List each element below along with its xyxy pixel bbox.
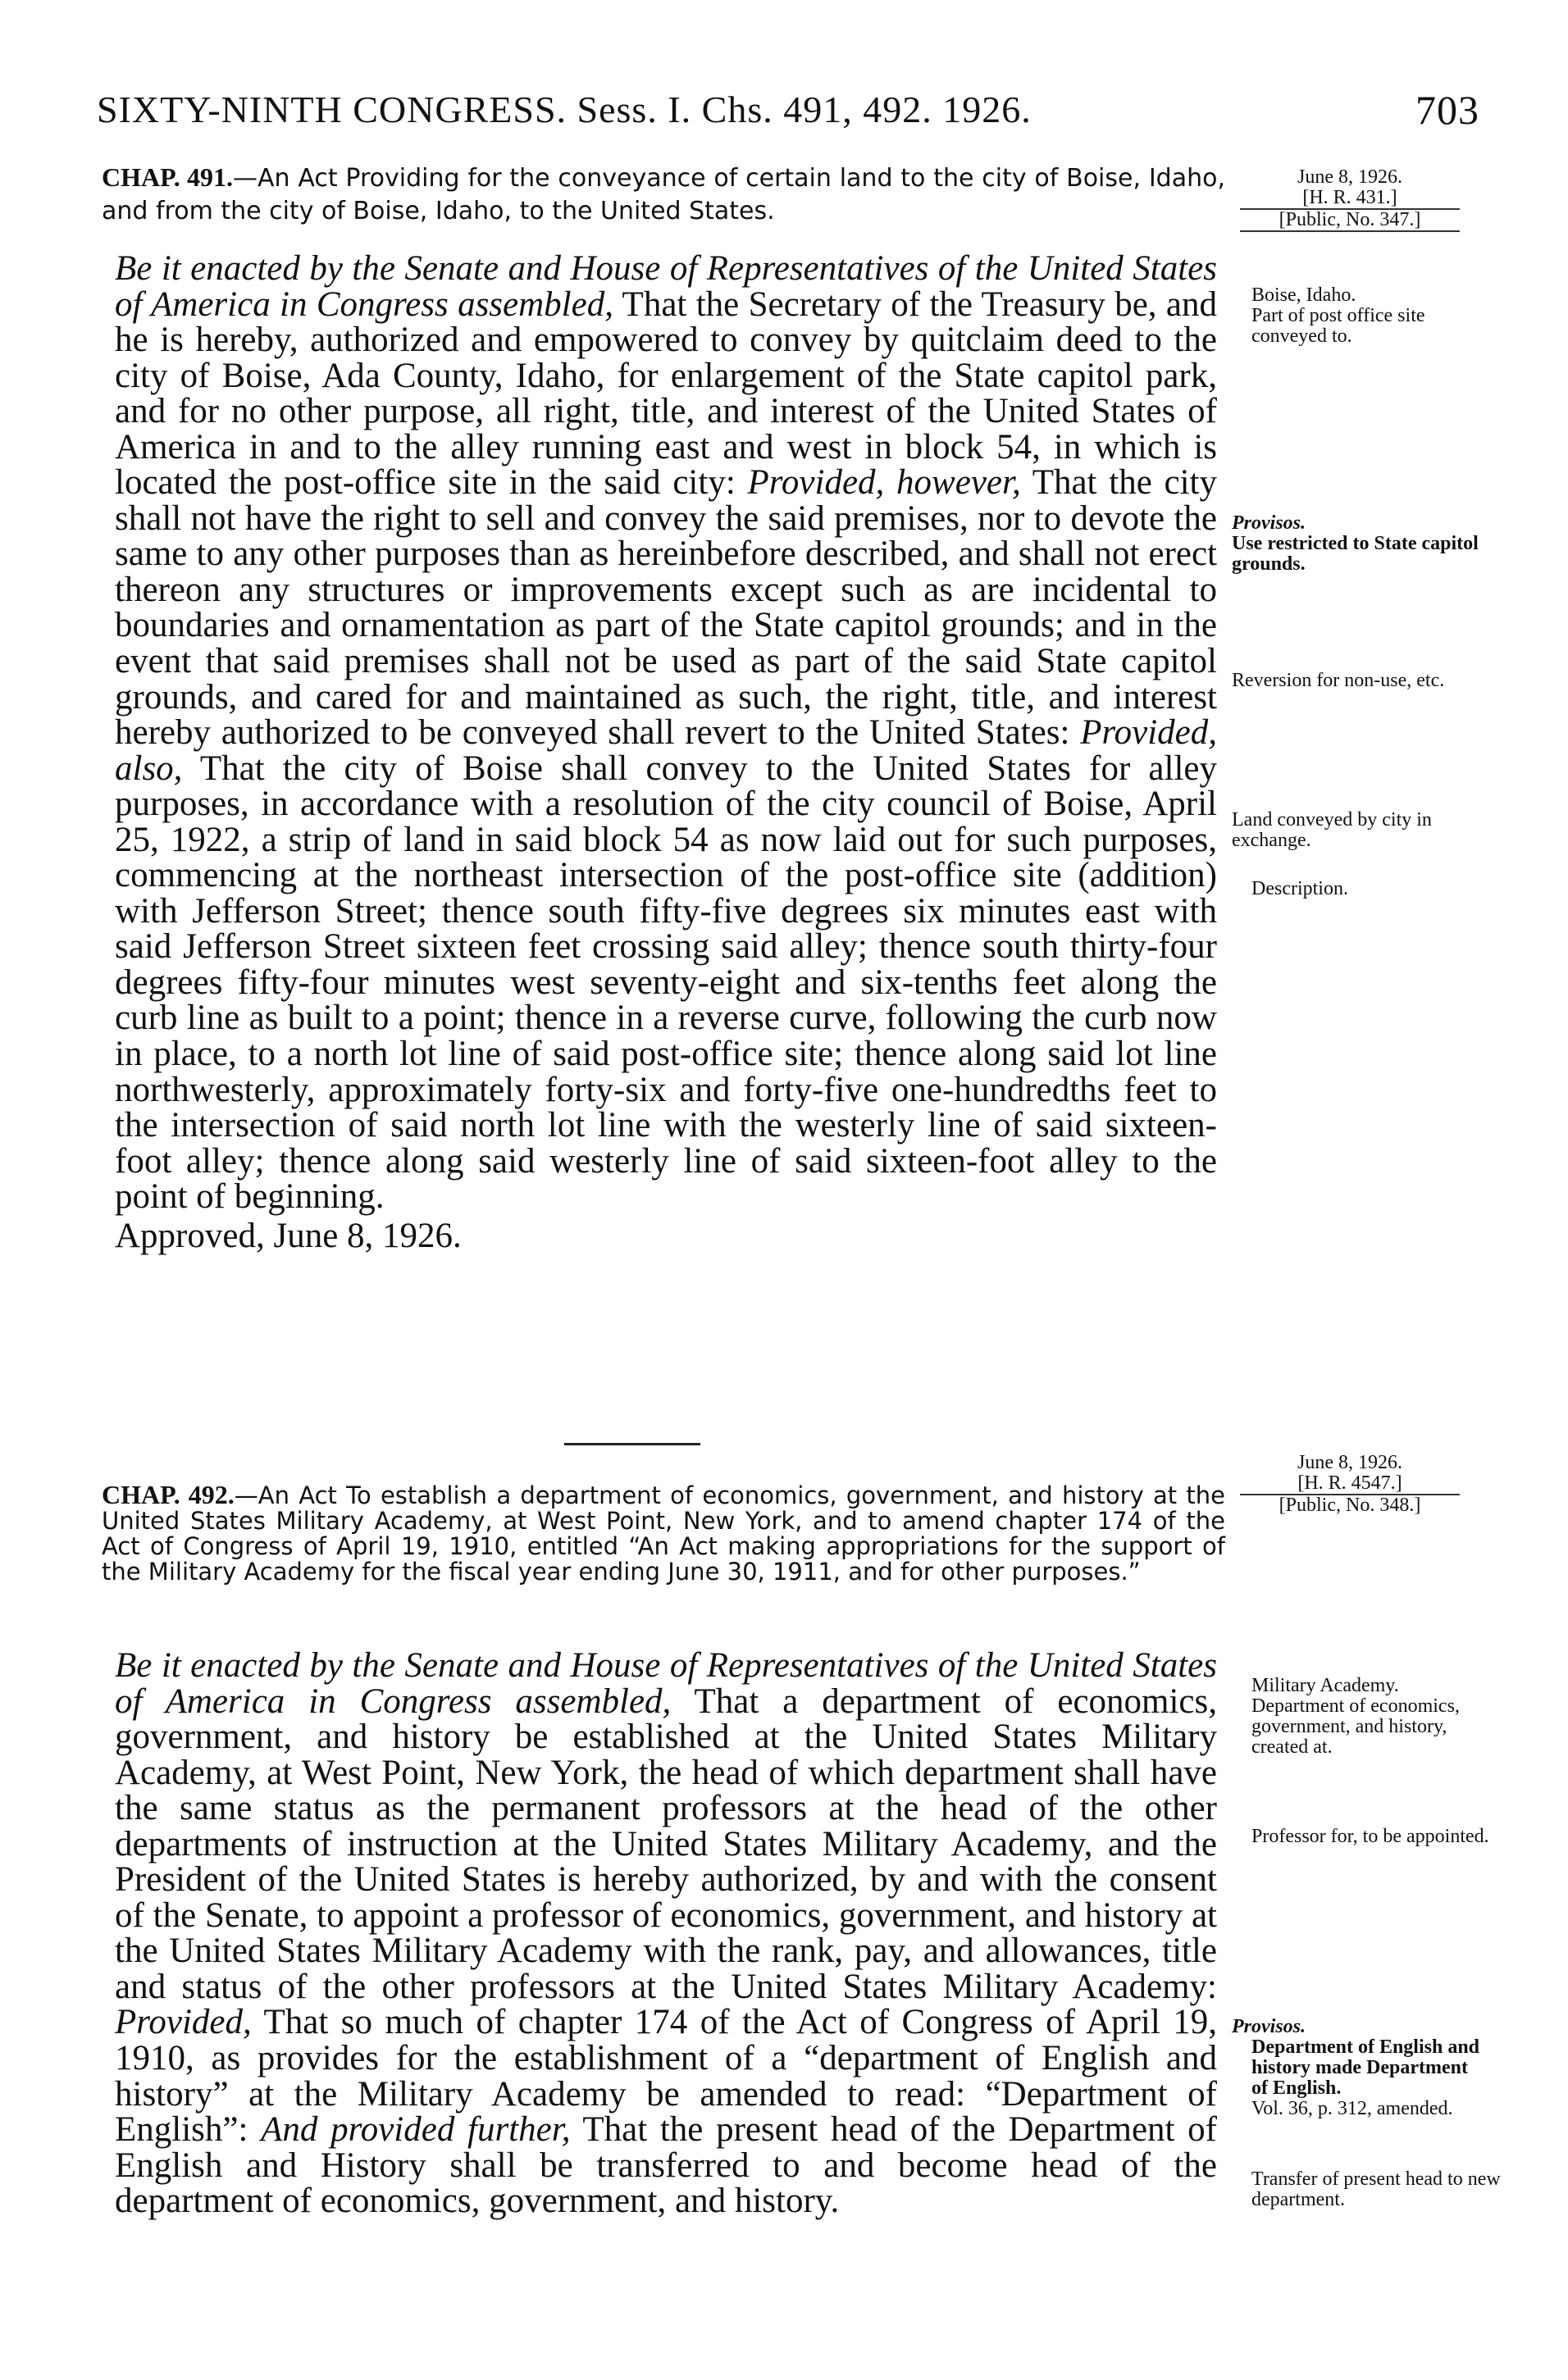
mn-transfer: Transfer of present head to new department. (1251, 2168, 1501, 2210)
chapter-separator (564, 1443, 700, 1445)
chap-491-enacting-clause: Be it enacted by the Senate and House of Representatives of the United States of America in Congress assembled, (115, 249, 1217, 324)
chap-491-body-text: That the Secretary of the Treasury be, and he is hereby, authorized and empowered to convey by quitclaim deed to the city of Boise, Ada County, Idaho, for enlargement of the State capitol park, and for no other purpose, all right, title, and interest of the United States of America in and to the alley running east and west in block 54, in which is located the post-office site in the said city: (115, 284, 1217, 503)
chap-491-approved: Approved, June 8, 1926. (115, 1216, 462, 1255)
mn-land-conveyed: Land conveyed by city in exchange. (1232, 809, 1432, 851)
chap-491-label: CHAP. 491. (102, 162, 233, 192)
chap-492-enacting-clause: Be it enacted by the Senate and House of Representatives of the United States of America in Congress assembled, (115, 1646, 1217, 1721)
chap-492-title-text: —An Act To establish a department of economics, government, and history at the United States Military Academy, at West Point, New York, and to amend chapter 174 of the Act of Congress of April 19, 1910, entitled “An Act making appropriations for the support of the Military Academy for the fiscal year ending June 30, 1911, and for other purposes.” (102, 1481, 1225, 1586)
mn-military-academy: Military Academy. Department of economics, government, and history, created at. (1232, 1676, 1486, 1758)
chap-491-paragraph (115, 251, 1217, 1215)
mn-boise: Boise, Idaho. Part of post office site conveyed to. (1232, 285, 1486, 347)
chap-492-title (102, 1482, 1225, 1585)
mn-491-provisos: Provisos. Use restricted to State capitol grounds. (1232, 513, 1486, 575)
chap-491-proviso-2-label: Provided, also, (115, 713, 1218, 788)
mn-dept-english: Department of English and history made Department of English. (1251, 2036, 1480, 2099)
mn-reversion: Reversion for non-use, etc. (1232, 670, 1445, 691)
chap-491-proviso-1: That the city shall not have the right to sell and convey the said premises, nor to devote the same to any other purposes than as hereinbefore described, and shall not erect thereon any structures or improvements except such as are incidental to boundaries and ornamentation as part of the State capitol grounds; and in the event that said premises shall not be used as part of the said State capitol grounds, and cared for and maintained as such, the right, title, and interest hereby authorized to be conveyed shall revert to the United States: (115, 463, 1218, 753)
chap-492-date: June 8, 1926. (1297, 1452, 1402, 1473)
chap-492-citation (1240, 1453, 1460, 1516)
chap-491-title-text: —An Act Providing for the conveyance of certain land to the city of Boise, Idaho, and from the city of Boise, Idaho, to the United States. (102, 164, 1226, 225)
chap-491-citation (1240, 167, 1460, 232)
chap-492-public: [Public, No. 348.] (1279, 1495, 1421, 1516)
mn-dept-created: Department of economics, government, and history, created at. (1251, 1695, 1460, 1758)
mn-professor: Professor for, to be appointed. (1251, 1826, 1489, 1847)
chap-492-bill: [H. R. 4547.] (1240, 1473, 1460, 1495)
chap-492-label: CHAP. 492. (102, 1480, 235, 1509)
running-head-title: SIXTY-NINTH CONGRESS. Sess. I. Chs. 491, 492. 1926. (97, 89, 1032, 130)
chap-491-proviso-2: That the city of Boise shall convey to the United States for alley purposes, in accordance with a resolution of the city council of Boise, April 25, 1922, a strip of land in said block 54 as now laid out for such purposes, commencing at the northeast intersection of the post-office site (addition) with Jefferson Street; thence south fifty-five degrees six minutes east with said Jefferson Street sixteen feet crossing said alley; thence south thirty-four degrees fifty-four minutes west seventy-eight and six-tenths feet along the curb line as built to a point; thence in a reverse curve, following the curb now in place, to a north lot line of said post-office site; thence along said lot line northwesterly, approximately forty-six and forty-five one-hundredths feet to the intersection of said north lot line with the westerly line of said sixteen-foot alley; thence along said westerly line of said sixteen-foot alley to the point of beginning. (115, 749, 1217, 1217)
chap-492-proviso-1: That so much of chapter 174 of the Act of Congress of April 19, 1910, as provides for the establishment of a “department of English and history” at the Military Academy be amended to read: “Department of English”: (115, 2003, 1217, 2150)
chap-491-date: June 8, 1926. (1297, 166, 1402, 188)
chap-491-bill: [H. R. 431.] (1240, 188, 1460, 210)
chap-492-proviso-2: That the present head of the Department of English and History shall be transferred to and become head of the department of economics, government, and history. (115, 2110, 1217, 2221)
mn-use-restricted: Use restricted to State capitol grounds. (1232, 533, 1479, 575)
running-head (97, 85, 1479, 134)
mn-part-site: Part of post office site conveyed to. (1251, 305, 1425, 347)
mn-492-provisos: Provisos. Department of English and history made Department of English. Vol. 36, p. 312, amended. (1232, 2017, 1486, 2119)
chap-491-proviso-1-label: Provided, however, (747, 463, 1021, 503)
chap-491-title (102, 161, 1225, 228)
chap-491-public: [Public, No. 347.] (1240, 210, 1460, 232)
chap-492-body-text: That a department of economics, government, and history be established at the United States Military Academy, at West Point, New York, the head of which department shall have the same status as the permanent professors at the head of the other departments of instruction at the United States Military Academy, and the President of the United States is hereby authorized, by and with the consent of the Senate, to appoint a professor of economics, government, and history at the United States Military Academy with the rank, pay, and allowances, title and status of the other professors at the United States Military Academy: (115, 1681, 1217, 2006)
chap-491-body (115, 251, 1217, 1254)
page-number: 703 (1415, 87, 1479, 133)
chap-492-proviso-2-label: And provided further, (261, 2110, 571, 2150)
chap-492-proviso-1-label: Provided, (115, 2003, 252, 2042)
chap-492-paragraph (115, 1648, 1217, 2219)
mn-vol-ref: Vol. 36, p. 312, amended. (1251, 2098, 1453, 2119)
mn-description: Description. (1251, 878, 1348, 899)
chap-492-body (115, 1648, 1217, 2219)
